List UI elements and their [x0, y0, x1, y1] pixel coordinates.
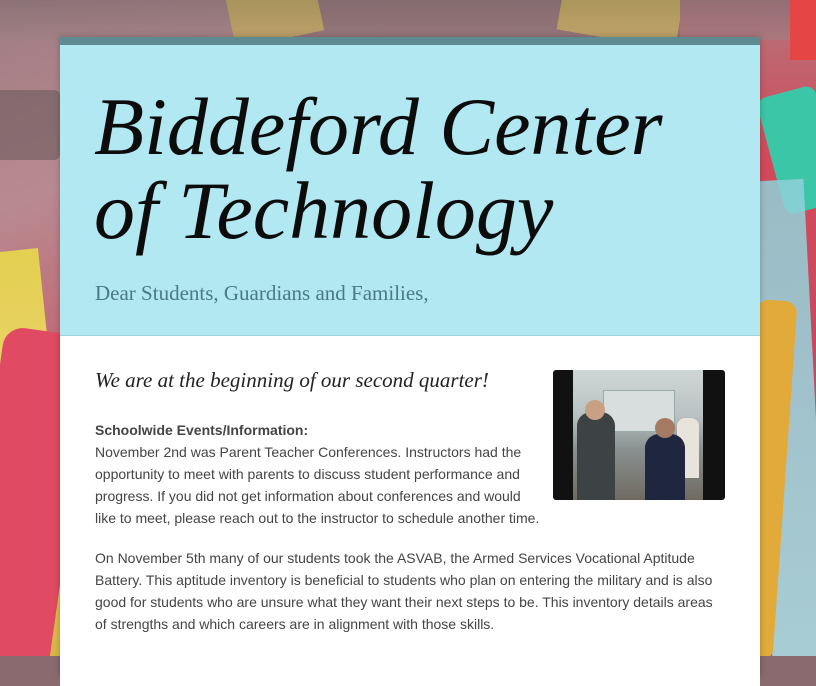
newsletter-card: [60, 37, 760, 677]
section-subtitle: We are at the beginning of our second quarter!: [95, 368, 489, 392]
newsletter-body: [60, 336, 760, 686]
newsletter-header: [60, 45, 760, 336]
card-accent-bar: [60, 37, 760, 45]
classroom-photo[interactable]: [553, 370, 725, 500]
section-heading: Schoolwide Events/Information:: [95, 422, 309, 438]
greeting-text: Dear Students, Guardians and Families,: [95, 281, 429, 305]
schoolwide-events-section: [95, 419, 545, 529]
conferences-paragraph: November 2nd was Parent Teacher Conferences. Instructors had the opportunity to meet with parents to discuss student performance and progress. If you did not get information about conferences and would like to meet, please reach out to the instructor to schedule another time.: [95, 444, 540, 526]
newsletter-title: Biddeford Center of Technology: [94, 81, 663, 256]
asvab-paragraph: On November 5th many of our students took the ASVAB, the Armed Services Vocational Aptitude Battery. This aptitude inventory is beneficial to students who plan on entering the military and is also good for students who are unsure what they want their next steps to be. This inventory details areas of strengths and which careers are in alignment with those skills.: [95, 550, 713, 632]
